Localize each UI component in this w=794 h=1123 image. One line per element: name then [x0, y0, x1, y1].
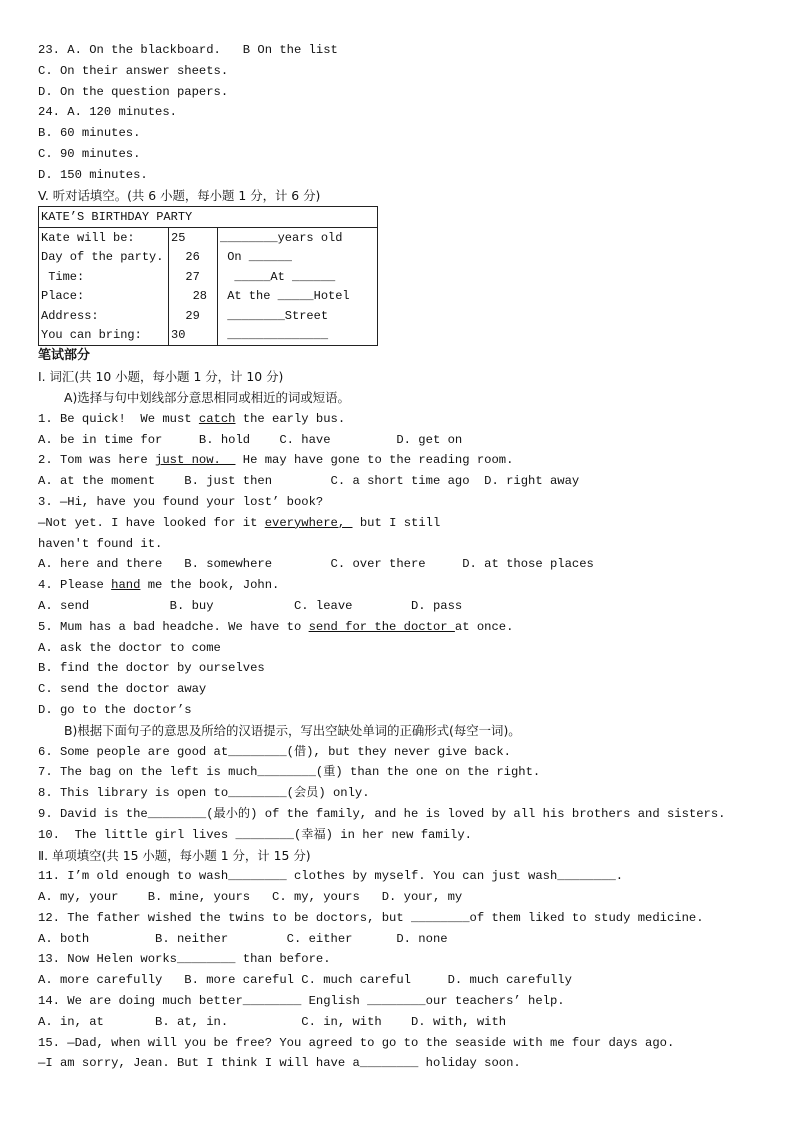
- table-cell-blank: _____At ______: [218, 267, 378, 287]
- text-line: C. 90 minutes.: [38, 146, 141, 161]
- option: B. find the doctor by ourselves: [38, 661, 265, 676]
- question-line: —I am sorry, Jean. But I think I will have a________ holiday soon.: [38, 1056, 521, 1071]
- question-2: 2. Tom was here just now. He may have gone to the reading room.: [38, 453, 514, 468]
- table-cell-number: 28: [169, 287, 218, 307]
- table-cell-number: 25: [169, 228, 218, 248]
- underlined-word: catch: [198, 411, 236, 426]
- underlined-word: everywhere,: [264, 515, 353, 530]
- question-line: 9. David is the________(最小的) of the family, and he is loved by all his brothers and sisters.: [38, 806, 726, 821]
- table-cell-blank: On ______: [218, 248, 378, 268]
- options-line: A. send B. buy C. leave D. pass: [38, 598, 463, 613]
- table-cell-blank: ________Street: [218, 306, 378, 326]
- options-line: A. both B. neither C. either D. none: [38, 931, 448, 946]
- table-cell-label: Day of the party.: [39, 248, 169, 268]
- table-cell-number: 29: [169, 306, 218, 326]
- table-cell-number: 26: [169, 248, 218, 268]
- question-3: 3. —Hi, have you found your lost’ book?: [38, 494, 324, 509]
- question-3-reply-cont: haven't found it.: [38, 536, 163, 551]
- section-heading: I. 词汇(共 10 小题，每小题 1 分，计 10 分): [38, 369, 284, 385]
- question-line: 11. I’m old enough to wash________ clothes by myself. You can just wash________.: [38, 869, 624, 884]
- subsection-heading: B)根据下面句子的意思及所给的汉语提示，写出空缺处单词的正确形式(每空一词)。: [64, 722, 521, 738]
- options-line: A. my, your B. mine, yours C. my, yours D. your, my: [38, 890, 463, 905]
- table-cell-number: 27: [169, 267, 218, 287]
- question-line: 10. The little girl lives ________(幸福) in her new family.: [38, 827, 472, 842]
- question-line: 8. This library is open to________(会员) only.: [38, 786, 370, 801]
- table-cell-blank: At the _____Hotel: [218, 287, 378, 307]
- question-line: 6. Some people are good at________(借), but they never give back.: [38, 744, 511, 759]
- table-cell-number: 30: [169, 326, 218, 346]
- section-heading: V. 听对话填空。(共 6 小题，每小题 1 分，计 6 分): [38, 187, 321, 203]
- question-5: 5. Mum has a bad headche. We have to send for the doctor at once.: [38, 619, 514, 634]
- question-3-reply: —Not yet. I have looked for it everywhere, but I still: [38, 515, 441, 530]
- subsection-heading: A)选择与句中划线部分意思相同或相近的词或短语。: [64, 389, 350, 405]
- option: D. go to the doctor’s: [38, 702, 192, 717]
- text-line: B. 60 minutes.: [38, 126, 141, 141]
- section-heading: Ⅱ. 单项填空(共 15 小题，每小题 1 分，计 15 分): [38, 847, 311, 863]
- text-line: D. On the question papers.: [38, 84, 229, 99]
- question-1: 1. Be quick! We must catch the early bus.: [38, 411, 346, 426]
- underlined-word: just now.: [155, 453, 236, 468]
- options-line: A. be in time for B. hold C. have D. get on: [38, 432, 463, 447]
- text-line: 23. A. On the blackboard. B On the list: [38, 43, 338, 57]
- underlined-word: send for the doctor: [308, 619, 455, 634]
- table-cell-label: Time:: [39, 267, 169, 287]
- question-line: 13. Now Helen works________ than before.: [38, 952, 331, 967]
- options-line: A. more carefully B. more careful C. much careful D. much carefully: [38, 973, 572, 988]
- written-part-heading: 笔试部分: [38, 348, 91, 364]
- text-line: D. 150 minutes.: [38, 167, 148, 182]
- option: C. send the doctor away: [38, 682, 207, 697]
- question-line: 14. We are doing much better________ English ________our teachers’ help.: [38, 994, 565, 1009]
- table-cell-label: Kate will be:: [39, 228, 169, 248]
- table-header: KATE’S BIRTHDAY PARTY: [39, 207, 378, 228]
- table-cell-blank: ________years old: [218, 228, 378, 248]
- underlined-word: hand: [111, 578, 141, 593]
- exam-page: [38, 40, 768, 1074]
- table-cell-blank: ______________: [218, 326, 378, 346]
- text-line: C. On their answer sheets.: [38, 63, 229, 78]
- options-line: A. in, at B. at, in. C. in, with D. with, with: [38, 1014, 507, 1029]
- option: A. ask the doctor to come: [38, 640, 221, 655]
- birthday-party-table: [38, 206, 378, 346]
- table-cell-label: You can bring:: [39, 326, 169, 346]
- options-line: A. at the moment B. just then C. a short time ago D. right away: [38, 474, 580, 489]
- options-line: A. here and there B. somewhere C. over there D. at those places: [38, 557, 594, 572]
- question-4: 4. Please hand me the book, John.: [38, 578, 280, 593]
- table-cell-label: Address:: [39, 306, 169, 326]
- question-line: 12. The father wished the twins to be doctors, but ________of them liked to study medicine.: [38, 910, 704, 925]
- question-line: 15. —Dad, when will you be free? You agreed to go to the seaside with me four days ago.: [38, 1035, 675, 1050]
- question-line: 7. The bag on the left is much________(重) than the one on the right.: [38, 765, 541, 780]
- text-line: 24. A. 120 minutes.: [38, 105, 177, 120]
- table-cell-label: Place:: [39, 287, 169, 307]
